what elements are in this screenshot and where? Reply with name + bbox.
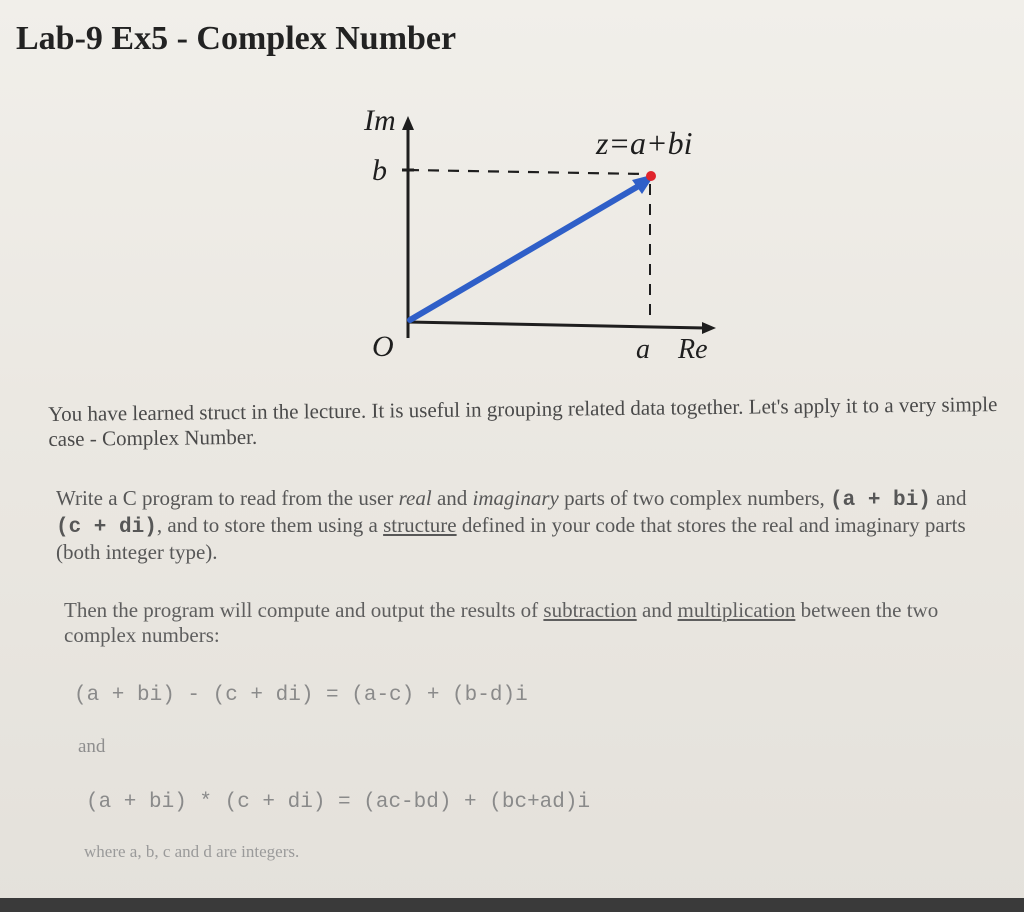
task-real-word: real <box>398 486 432 510</box>
task-expr-1: (a + bi) <box>830 489 931 512</box>
multiplication-formula: (a + bi) * (c + di) = (ac-bd) + (bc+ad)i <box>86 791 591 814</box>
task-text-5: , and to store them using a <box>156 513 384 537</box>
a-label: a <box>636 334 650 365</box>
task-paragraph <box>56 486 981 565</box>
origin-label: O <box>372 330 394 363</box>
intro-paragraph <box>48 392 1013 452</box>
subtraction-formula: (a + bi) - (c + di) = (a-c) + (b-d)i <box>74 684 528 707</box>
compute-text-1: Then the program will compute and output the results of <box>64 598 544 622</box>
compute-paragraph <box>64 598 989 648</box>
task-text-3: parts of two complex numbers, <box>558 486 831 510</box>
task-text-6: defined in your code that stores the real and imaginary parts (both integer type). <box>56 513 966 564</box>
page-title: Lab-9 Ex5 - Complex Number <box>16 20 457 57</box>
im-label: Im <box>364 104 396 137</box>
z-point <box>646 171 656 181</box>
task-text-1: Write a C program to read from the user <box>56 486 399 510</box>
b-label: b <box>372 154 387 187</box>
im-axis-arrow <box>402 116 414 130</box>
b-guide-dashed <box>408 170 645 174</box>
task-text-4: and <box>930 486 967 510</box>
complex-plane-diagram <box>360 100 740 380</box>
task-text-2: and <box>431 486 473 510</box>
re-axis-arrow <box>702 322 716 334</box>
subtraction-link[interactable]: subtraction <box>543 598 637 622</box>
multiplication-link[interactable]: multiplication <box>677 598 796 622</box>
and-text: and <box>78 736 106 757</box>
re-label: Re <box>678 334 708 365</box>
integers-note: where a, b, c and d are integers. <box>84 842 300 861</box>
compute-text-2: and <box>636 598 678 622</box>
intro-text: You have learned struct in the lecture. It is useful in grouping related data together. Let's apply it to a very simple case - Complex Number. <box>48 392 998 451</box>
structure-link[interactable]: structure <box>383 513 457 537</box>
bottom-band <box>0 898 1024 912</box>
re-axis <box>408 322 705 328</box>
z-vector <box>410 184 642 320</box>
compute-text-3: between the two complex numbers: <box>64 598 939 647</box>
task-expr-2: (c + di) <box>56 516 157 539</box>
task-imaginary-word: imaginary <box>472 486 559 510</box>
z-label: z=a+bi <box>596 125 693 161</box>
